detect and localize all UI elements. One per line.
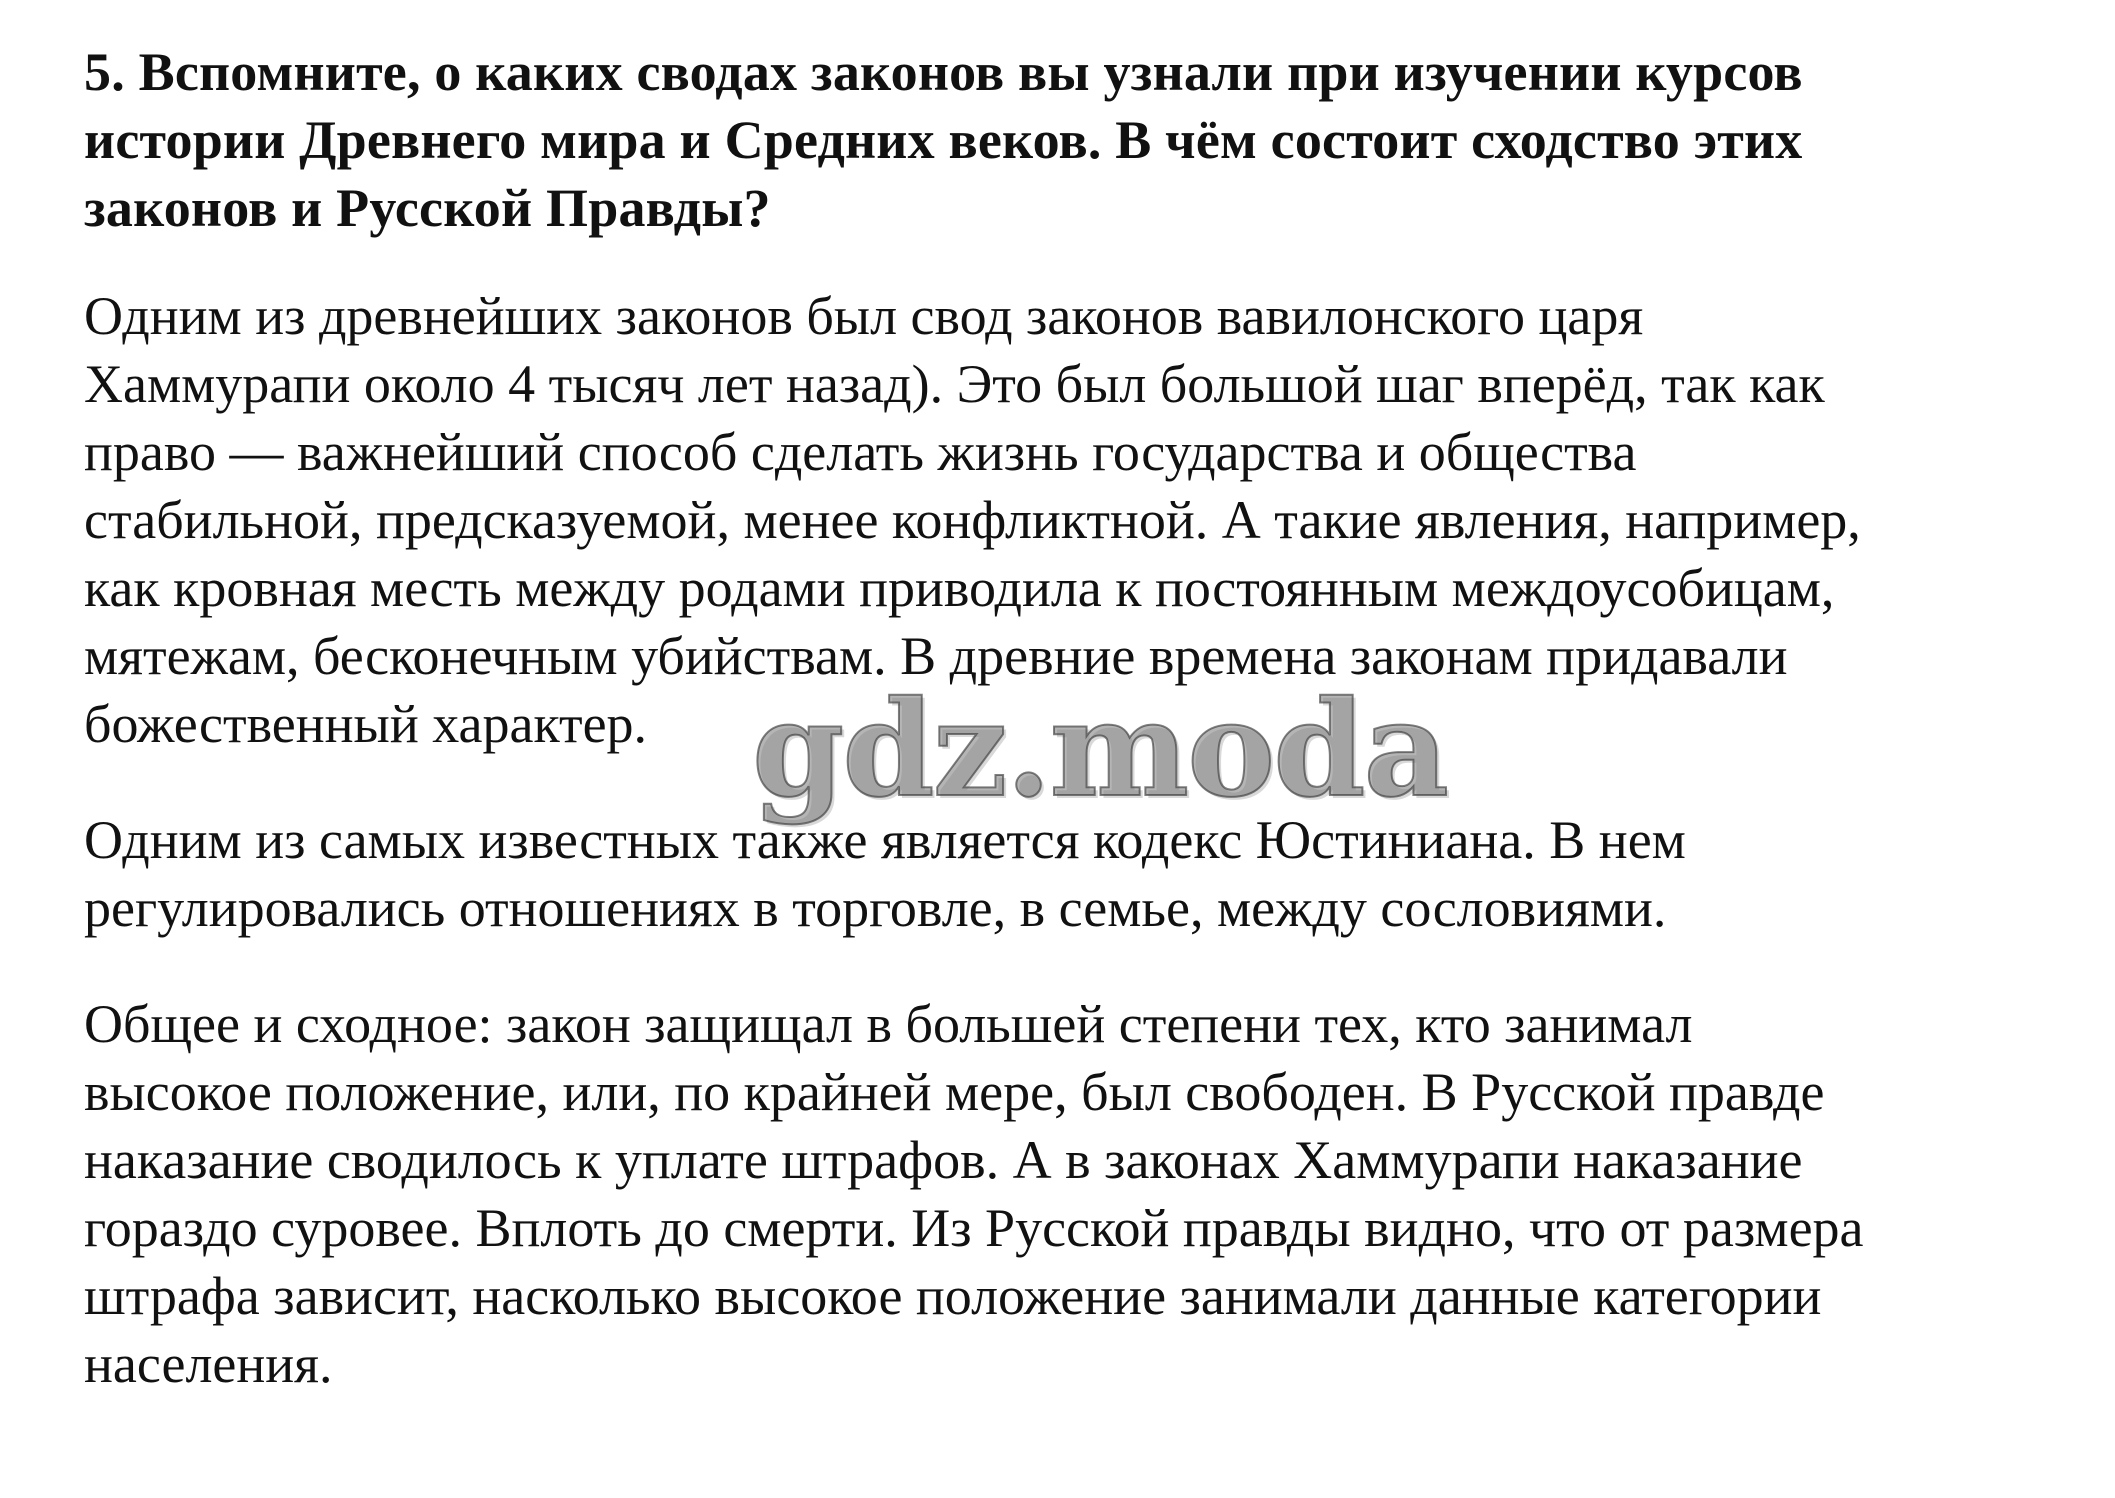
answer-paragraph-similarity [84, 990, 2084, 1398]
paragraph-line: Хаммурапи около 4 тысяч лет назад). Это был большой шаг вперёд, так как [84, 354, 1825, 414]
paragraph-line: гораздо суровее. Вплоть до смерти. Из Русской правды видно, что от размера [84, 1198, 1864, 1258]
question-line: законов и Русской Правды? [84, 178, 771, 238]
paragraph-line: наказание сводилось к уплате штрафов. А в законах Хаммурапи наказание [84, 1130, 1803, 1190]
question-line: 5. Вспомните, о каких сводах законов вы узнали при изучении курсов [84, 42, 1803, 102]
paragraph-line: Общее и сходное: закон защищал в большей степени тех, кто занимал [84, 994, 1693, 1054]
watermark-logo: gdz.moda [752, 672, 1448, 827]
document-page [84, 38, 2084, 1446]
paragraph-line: мятежам, бесконечным убийствам. В древние времена законам придавали [84, 626, 1788, 686]
paragraph-line: высокое положение, или, по крайней мере, был свободен. В Русской правде [84, 1062, 1825, 1122]
paragraph-line: Одним из древнейших законов был свод законов вавилонского царя [84, 286, 1644, 346]
question-heading [84, 38, 2084, 242]
question-line: истории Древнего мира и Средних веков. В чём состоит сходство этих [84, 110, 1803, 170]
paragraph-line: регулировались отношениях в торговле, в семье, между сословиями. [84, 878, 1667, 938]
answer-paragraph-justinian [84, 806, 2084, 942]
paragraph-line: стабильной, предсказуемой, менее конфликтной. А такие явления, например, [84, 490, 1861, 550]
paragraph-line: населения. [84, 1334, 333, 1394]
paragraph-line: Одним из самых известных также является кодекс Юстиниана. В нем [84, 810, 1686, 870]
paragraph-line: штрафа зависит, насколько высокое положение занимали данные категории [84, 1266, 1822, 1326]
paragraph-line: как кровная месть между родами приводила к постоянным междоусобицам, [84, 558, 1835, 618]
paragraph-line: право — важнейший способ сделать жизнь государства и общества [84, 422, 1637, 482]
answer-paragraph-hammurabi [84, 282, 2084, 758]
paragraph-line: божественный характер. [84, 694, 648, 754]
